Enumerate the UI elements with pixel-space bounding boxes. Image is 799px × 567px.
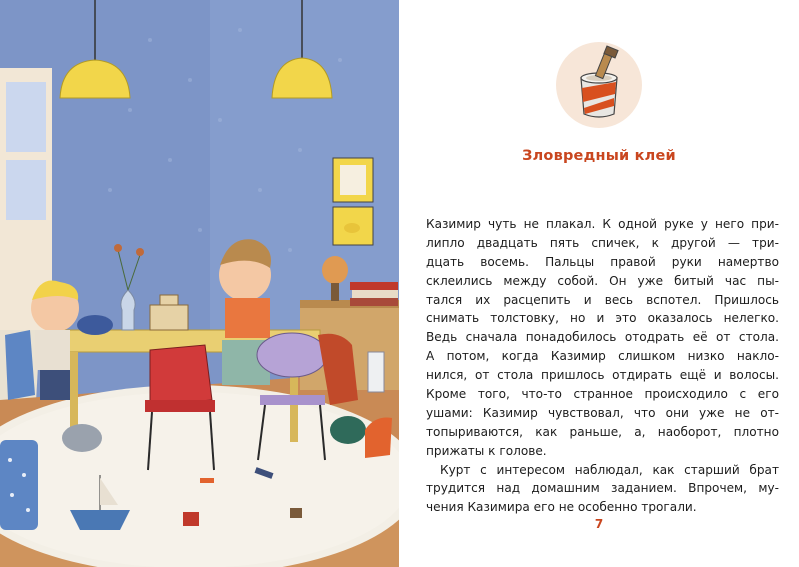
body-line: чения Казимира его не особенно трогали. <box>426 500 697 515</box>
glue-bottle-icon <box>554 40 644 130</box>
body-line: нился, от стола пришлось отдирать ещё и волосы. <box>426 368 779 383</box>
illustration-panel <box>0 0 399 567</box>
body-line: А потом, когда Казимир слишком низко накло- <box>426 349 779 364</box>
body-line: трудится над домашним заданием. Впрочем, му- <box>426 481 779 496</box>
body-line: тался их расцепить и весь вспотел. Пришлось <box>426 292 779 307</box>
body-line: Ведь сначала понадобилось отодрать её от стола. <box>426 330 779 345</box>
body-line: прижаты к голове. <box>426 443 547 458</box>
body-line: липло двадцать пять спичек, к другой — три- <box>426 235 779 250</box>
body-line: Кроме того, что-то странное происходило с его <box>426 387 779 402</box>
body-text <box>426 215 779 517</box>
text-page <box>399 0 799 567</box>
body-line: склеились между собой. Он уже битый час пы- <box>426 273 779 288</box>
body-line: ушами: Казимир чувствовал, что они уже не от- <box>426 405 779 420</box>
body-line: снимать толстовку, но и это оказалось нелегко. <box>426 311 779 326</box>
body-line: Курт с интересом наблюдал, как старший брат <box>440 462 779 477</box>
kids-at-table-illustration <box>0 0 399 567</box>
body-line: Казимир чуть не плакал. К одной руке у него при- <box>426 217 779 231</box>
body-line: дцать восемь. Пальцы правой руки намертво <box>426 254 779 269</box>
chapter-title: Зловредный клей <box>522 148 676 164</box>
page-number: 7 <box>594 517 604 531</box>
body-line: топыриваются, как раньше, а, наоборот, плотно <box>426 424 779 439</box>
